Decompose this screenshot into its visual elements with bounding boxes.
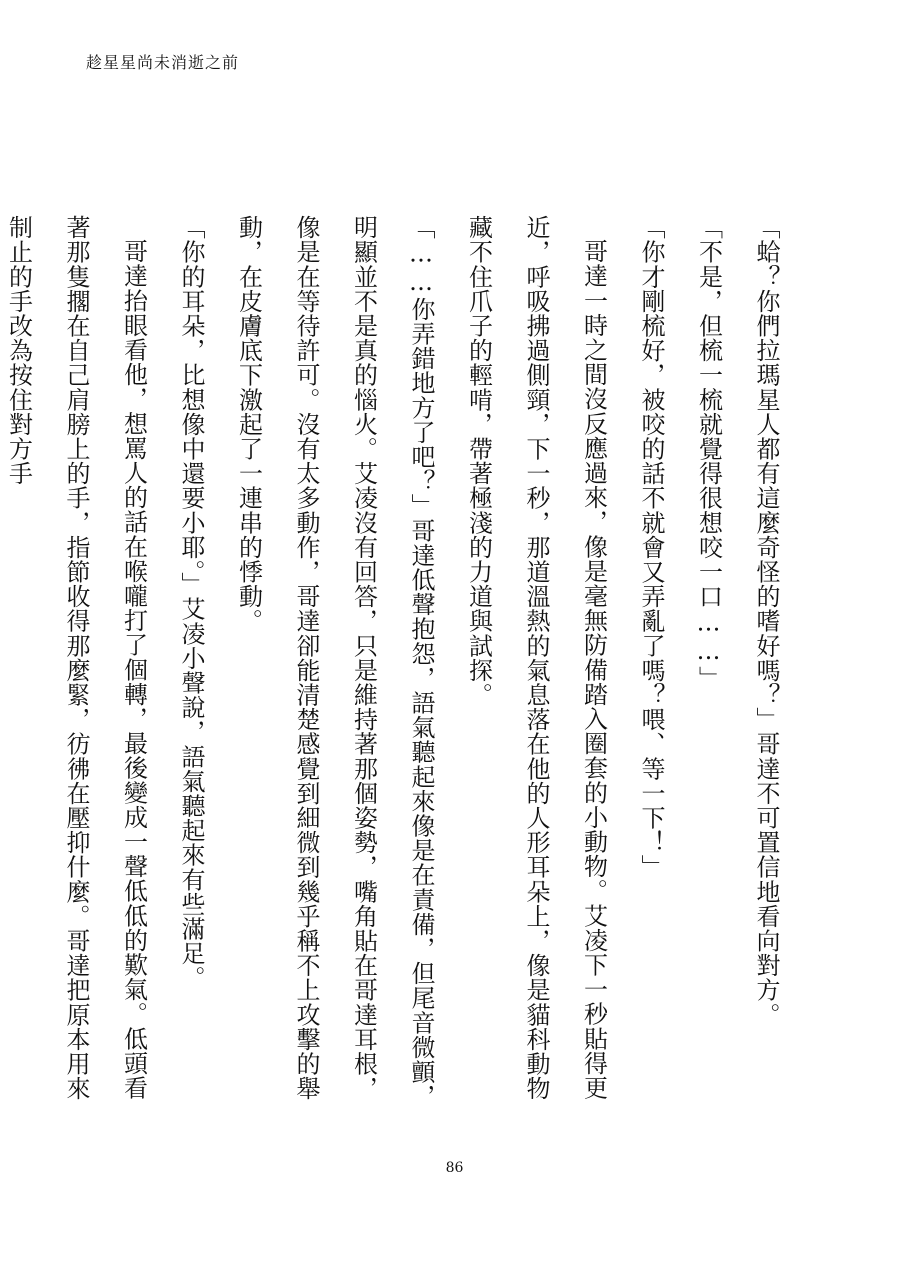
page-number: 86 — [445, 1160, 464, 1176]
paragraph: 「不是，但梳一梳就覺得很想咬一口……」 — [694, 215, 723, 691]
paragraph: 「你才剛梳好，被咬的話不就會又弄亂了嗎？喂、等一下！」 — [637, 215, 665, 880]
body-text — [4, 215, 794, 1115]
paragraph: 「蛤？你們拉瑪星人都有這麼奇怪的嗜好嗎？」哥達不可置信地看向對方。 — [752, 215, 780, 1027]
paragraph: 「……你弄錯地方了吧？」哥達低聲抱怨，語氣聽起來像是在責備，但尾音微顫，明顯並不是真的惱火。艾凌沒有回答，只是維持著那個姿勢，嘴角貼在哥達耳根，像是在等待許可。沒有太多動作，哥達卻能清楚感覺到細微到幾乎稱不上攻擊的舉動，在皮膚底下激起了一連串的悸動。 — [234, 215, 435, 1109]
paragraph: 哥達抬眼看他，想罵人的話在喉嚨打了個轉，最後變成一聲低低的歎氣。低頭看著那隻擱在自己肩膀上的手，指節收得那麼緊，彷彿在壓抑什麼。哥達把原本用來制止的手改為按住對方手 — [4, 215, 148, 1101]
paragraph: 「你的耳朵，比想像中還要小耶。」艾凌小聲說，語氣聽起來有些滿足。 — [177, 215, 205, 991]
paragraph: 哥達一時之間沒反應過來，像是毫無防備踏入圈套的小動物。艾凌下一秒貼得更近，呼吸拂過側頸，下一秒，那道溫熱的氣息落在他的人形耳朵上，像是貓科動物藏不住爪子的輕啃，帶著極淺的力道與試探。 — [464, 215, 608, 1101]
running-header: 趁星星尚未消逝之前 — [86, 53, 240, 72]
